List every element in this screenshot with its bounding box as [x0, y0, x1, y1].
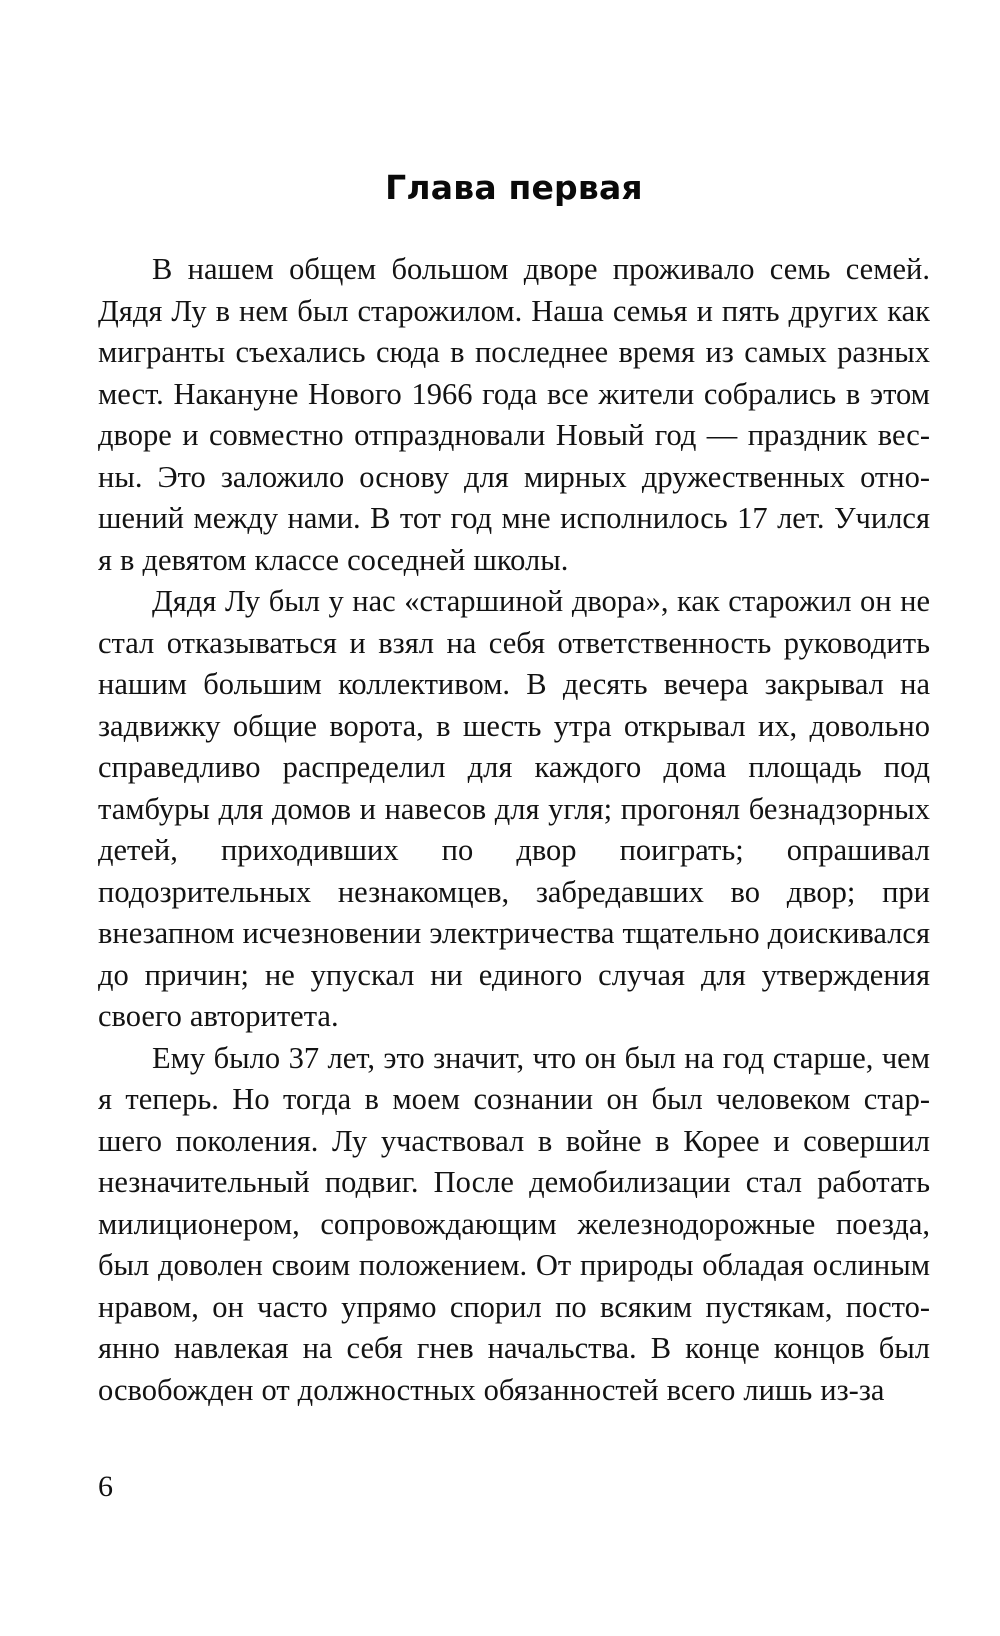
body-text — [98, 249, 930, 1411]
page-number: 6 — [98, 1470, 113, 1503]
page-content — [98, 168, 930, 1411]
paragraph: В нашем общем большом дворе проживало семь семей. Дядя Лу в нем был старожилом. Наша семья и пять других как мигранты съехались сюда в последнее время из самых разных мест. Накануне Нового 1966 года все жители собрались в этом дворе и совместно отпраздновали Новый год — праздник весны. Это заложило основу для мирных дружественных отношений между нами. В тот год мне исполнилось 17 лет. Учился я в девятом классе соседней школы. — [98, 252, 930, 577]
paragraph: Дядя Лу был у нас «старшиной двора», как старожил он не стал отказываться и взял на себя ответственность руководить нашим большим коллективом. В десять вечера закрывал на задвижку общие ворота, в шесть утра открывал их, довольно справедливо распределил для каждого дома площадь под тамбуры для домов и навесов для угля; прогонял безнадзорных детей, приходивших по двор поиграть; опрашивал подозрительных незнакомцев, забредавших во двор; при внезапном исчезновении электричества тщательно доискивался до причин; не упускал ни единого случая для утверждения своего авторитета. — [98, 584, 930, 1033]
page-title: Глава первая — [385, 168, 643, 207]
paragraph: Ему было 37 лет, это значит, что он был на год старше, чем я теперь. Но тогда в моем сознании он был человеком старшего поколения. Лу участвовал в войне в Корее и совершил незначительный подвиг. После демобилизации стал работать милиционером, сопровождающим железнодорожные поезда, был доволен своим положением. От природы обладая ослиным нравом, он часто упрямо спорил по всяким пустякам, постоянно навлекая на себя гнев начальства. В конце концов был освобожден от должностных обязанностей всего лишь из-за — [98, 1040, 930, 1407]
